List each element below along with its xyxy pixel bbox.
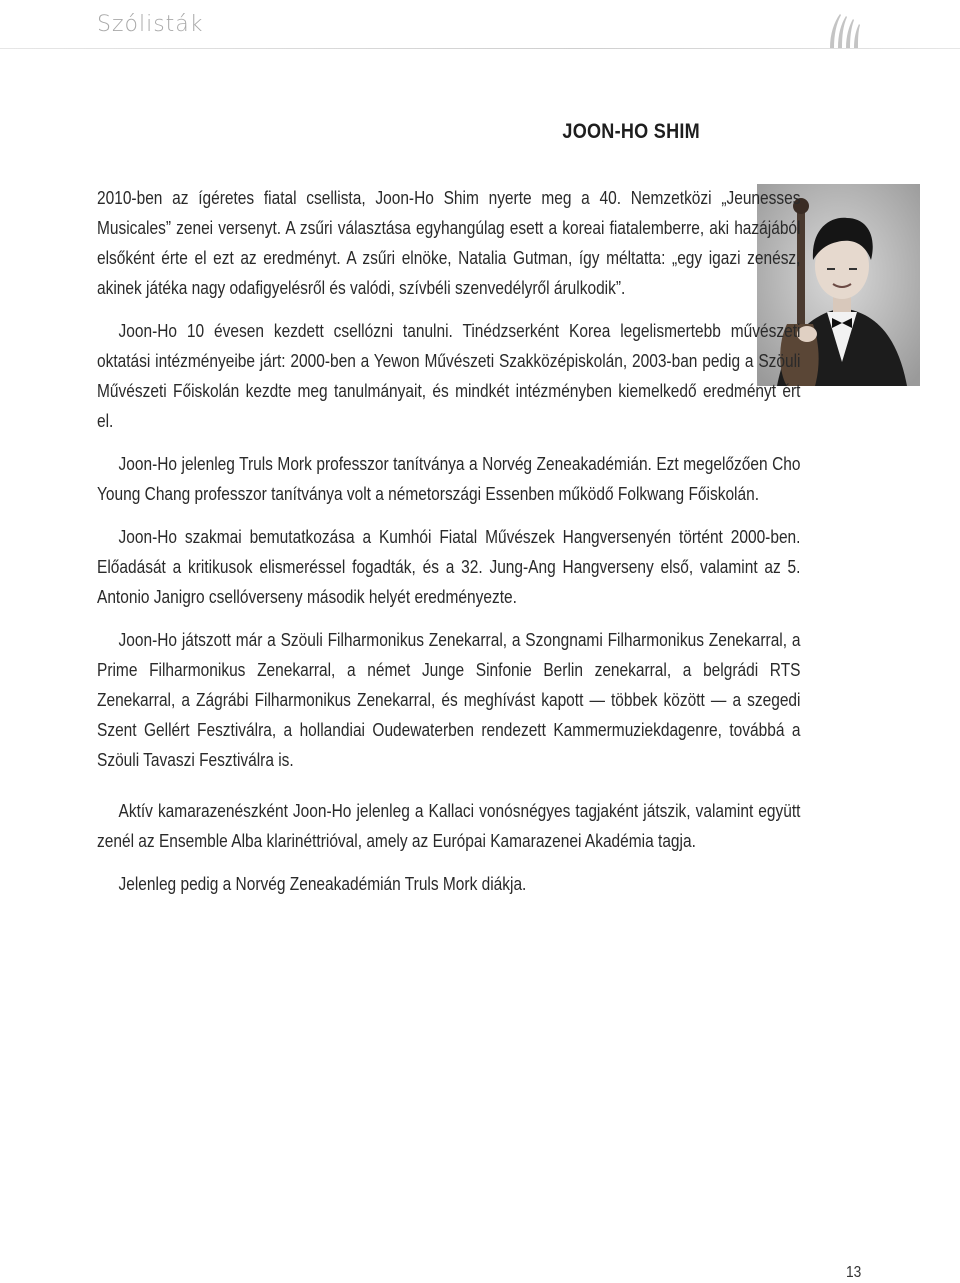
harp-strings-icon [826, 12, 866, 48]
page-number: 13 [846, 1264, 862, 1281]
article-title: JOON-HO SHIM [562, 120, 700, 143]
paragraph: Joon-Ho játszott már a Szöuli Filharmonikus Zenekarral, a Szongnami Filharmonikus Zenekarral, a Prime Filharmonikus Zenekarral, a német Junge Sinfonie Berlin zenekarral, a belgrádi RTS Zenekarral, a Zágrábi Filharmonikus Zenekarral, és meghívást kapott — többek között — a szegedi Szent Gellért Fesztiválra, a hollandiai Oudewaterben rendezett Kammermuziekdagenre, továbbá a Szöuli Tavaszi Fesztiválra is. [97, 630, 801, 770]
article-body [97, 183, 800, 912]
header-divider [0, 48, 960, 49]
paragraph: Joon-Ho jelenleg Truls Mork professzor tanítványa a Norvég Zeneakadémián. Ezt megelőzően Cho Young Chang professzor tanítványa volt a németországi Essenben működő Folkwang Főiskolán. [97, 454, 801, 504]
paragraph: Jelenleg pedig a Norvég Zeneakadémián Truls Mork diákja. [118, 874, 527, 894]
paragraph: 2010-ben az ígéretes fiatal csellista, Joon-Ho Shim nyerte meg a 40. Nemzetközi „Jeunesses Musicales” zenei versenyt. A zsűri választása egyhangúlag esett a koreai fiatalemberre, aki hazájából elsőként érte el ezt az eredményt. A zsűri elnöke, Natalia Gutman, így méltatta: „egy igazi zenész, akinek játéka nagy odafigyelésről és valódi, szívbéli szenvedélyről árulkodik”. [97, 188, 801, 298]
section-title: Szólisták [97, 12, 204, 37]
paragraph: Joon-Ho szakmai bemutatkozása a Kumhói Fiatal Művészek Hangversenyén történt 2000-ben. Előadását a kritikusok elismeréssel fogadták, és a 32. Jung-Ang Hangverseny első, valamint az 5. Antonio Janigro csellóverseny második helyét eredményezte. [97, 527, 801, 607]
paragraph: Joon-Ho 10 évesen kezdett csellózni tanulni. Tinédzserként Korea legelismertebb művészeti oktatási intézményeibe járt: 2000-ben a Yewon Művészeti Szakközépiskolán, 2003-ban pedig a Szöuli Művészeti Főiskolán kezdte meg tanulmányait, és mindkét intézményben kiemelkedő eredményt ért el. [97, 321, 801, 431]
paragraph: Aktív kamarazenészként Joon-Ho jelenleg a Kallaci vonósnégyes tagjaként játszik, valamint együtt zenél az Ensemble Alba klarinéttrióval, amely az Európai Kamarazenei Akadémia tagja. [97, 801, 801, 851]
